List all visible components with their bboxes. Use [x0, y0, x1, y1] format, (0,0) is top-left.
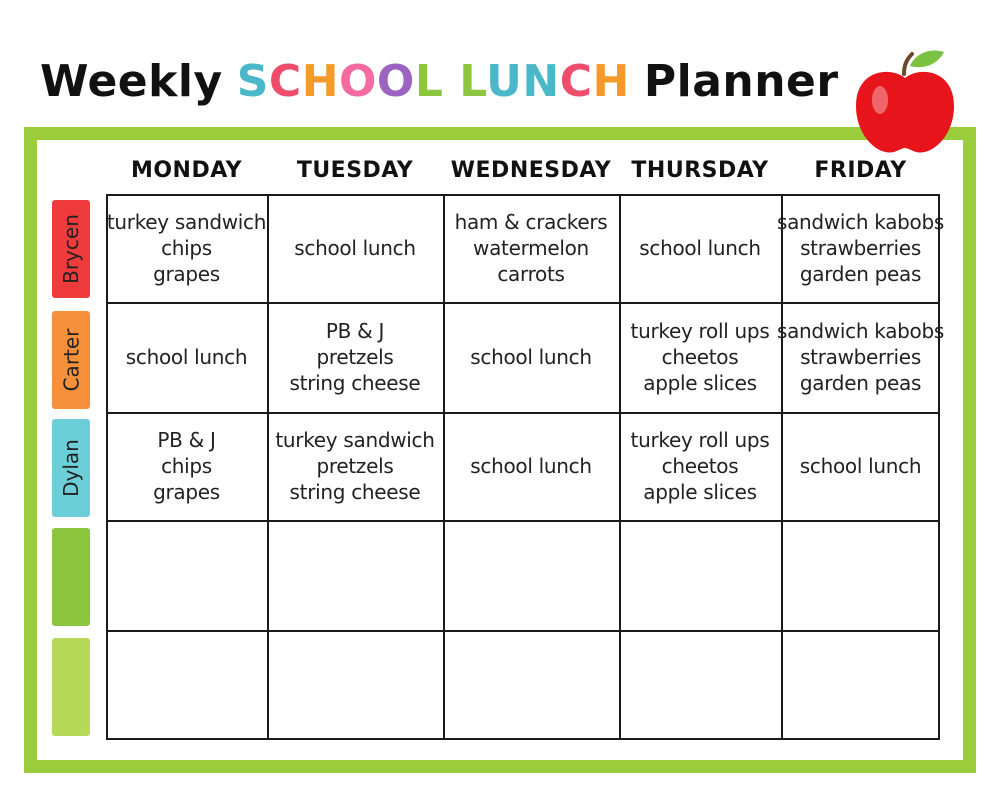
- day-header-friday: FRIDAY: [814, 158, 907, 183]
- lunch-cell: [267, 194, 445, 304]
- meal-item: grapes: [153, 480, 220, 504]
- lunch-cell: [781, 630, 940, 740]
- title-letter: [443, 56, 459, 107]
- meal-item: turkey roll ups: [630, 319, 770, 343]
- lunch-cell: [106, 302, 269, 414]
- lunch-cell: [106, 412, 269, 522]
- meal-item: school lunch: [639, 236, 761, 260]
- meal-item: chips: [161, 454, 212, 478]
- lunch-cell: [443, 302, 621, 414]
- meal-item: pretzels: [316, 454, 394, 478]
- lunch-grid: [106, 194, 945, 740]
- row-label-empty: [52, 528, 90, 626]
- meal-item: garden peas: [799, 262, 922, 286]
- row-label-brycen: [52, 200, 90, 298]
- apple-stem-icon: [904, 54, 912, 74]
- meal-item: string cheese: [289, 480, 421, 504]
- meal-item: school lunch: [470, 345, 592, 369]
- meal-item: turkey sandwich: [106, 210, 267, 234]
- title-prefix: Weekly: [40, 56, 223, 107]
- title-letter: N: [522, 56, 560, 107]
- lunch-cell: [781, 412, 940, 522]
- title-suffix: Planner: [643, 56, 839, 107]
- row-label-text: Carter: [59, 328, 83, 392]
- title-letter: C: [559, 56, 593, 107]
- apple-shine-icon: [872, 86, 888, 114]
- meal-item: sandwich kabobs: [776, 210, 945, 234]
- meal-item: PB & J: [157, 428, 216, 452]
- lunch-cell: [267, 412, 445, 522]
- meal-item: pretzels: [316, 345, 394, 369]
- row-label-text: Brycen: [59, 214, 84, 284]
- title-letter: O: [376, 56, 415, 107]
- lunch-cell: [619, 302, 783, 414]
- row-label-dylan: [52, 419, 90, 517]
- lunch-cell: [106, 194, 269, 304]
- title-letter: H: [592, 56, 630, 107]
- meal-item: cheetos: [661, 345, 739, 369]
- lunch-cell: [267, 520, 445, 632]
- lunch-cell: [106, 520, 269, 632]
- apple-icon: [846, 44, 964, 162]
- meal-item: ham & crackers: [454, 210, 608, 234]
- title-letter: O: [339, 56, 377, 107]
- lunch-cell: [619, 412, 783, 522]
- lunch-cell: [619, 630, 783, 740]
- title-letter: L: [459, 56, 487, 107]
- row-label-text: Dylan: [59, 439, 84, 497]
- title-letter: L: [414, 56, 444, 107]
- meal-item: turkey roll ups: [630, 428, 770, 452]
- meal-item: apple slices: [643, 371, 757, 395]
- lunch-cell: [443, 630, 621, 740]
- meal-item: grapes: [153, 262, 220, 286]
- lunch-cell: [781, 520, 940, 632]
- meal-item: school lunch: [125, 345, 248, 369]
- row-label-carter: [52, 311, 90, 409]
- lunch-cell: [619, 194, 783, 304]
- meal-item: string cheese: [289, 371, 421, 395]
- day-header-wednesday: WEDNESDAY: [450, 158, 612, 183]
- row-label-empty: [52, 638, 90, 736]
- lunch-cell: [267, 302, 445, 414]
- lunch-cell: [106, 630, 269, 740]
- meal-item: turkey sandwich: [275, 428, 435, 452]
- lunch-cell: [619, 520, 783, 632]
- meal-item: strawberries: [800, 236, 921, 260]
- lunch-cell: [443, 520, 621, 632]
- meal-item: apple slices: [643, 480, 757, 504]
- meal-item: watermelon: [473, 236, 589, 260]
- meal-item: chips: [161, 236, 212, 260]
- title-letter: C: [268, 56, 302, 107]
- meal-item: garden peas: [799, 371, 922, 395]
- meal-item: PB & J: [325, 319, 385, 343]
- day-header-monday: MONDAY: [130, 158, 243, 183]
- meal-item: school lunch: [799, 454, 922, 478]
- day-header-thursday: THURSDAY: [631, 158, 769, 183]
- title-letter: U: [486, 56, 523, 107]
- day-header-tuesday: TUESDAY: [296, 158, 414, 183]
- lunch-cell: [267, 630, 445, 740]
- meal-item: sandwich kabobs: [776, 319, 945, 343]
- title-letter: H: [301, 56, 340, 107]
- meal-item: school lunch: [294, 236, 416, 260]
- lunch-cell: [776, 194, 945, 304]
- meal-item: cheetos: [661, 454, 739, 478]
- lunch-cell: [776, 302, 945, 414]
- meal-item: carrots: [497, 262, 565, 286]
- title-letter: S: [236, 56, 269, 107]
- lunch-cell: [443, 194, 621, 304]
- lunch-cell: [443, 412, 621, 522]
- page-title: [40, 42, 839, 122]
- meal-item: strawberries: [800, 345, 921, 369]
- apple-leaf-icon: [910, 51, 944, 68]
- meal-item: school lunch: [470, 454, 592, 478]
- title-school-lunch: [237, 56, 630, 107]
- apple-body-icon: [856, 72, 954, 153]
